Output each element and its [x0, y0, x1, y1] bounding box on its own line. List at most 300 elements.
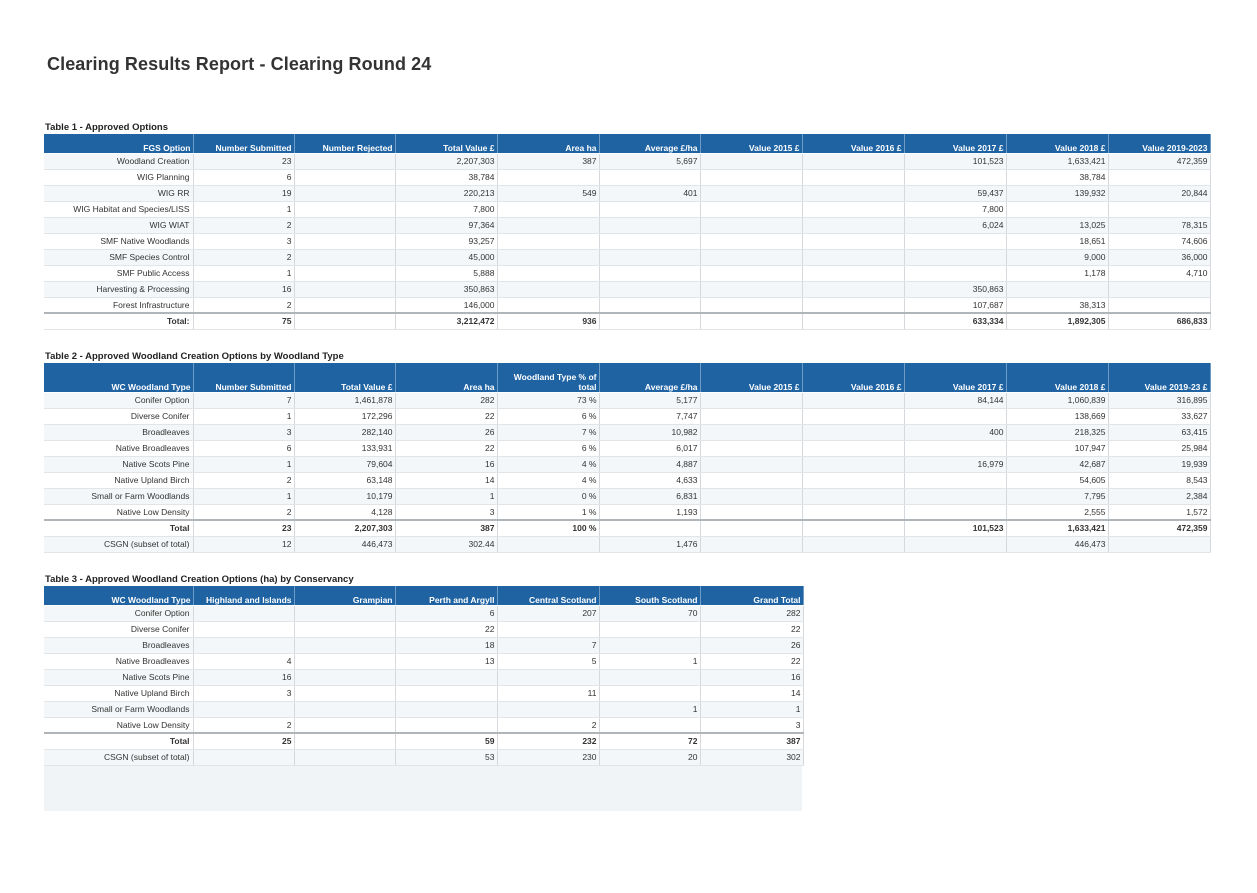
table-cell: 549 [497, 185, 599, 201]
table-cell [294, 717, 395, 733]
table-row [44, 201, 1210, 217]
column-header-average-ha: Average £/ha [599, 134, 700, 153]
table-cell [904, 488, 1006, 504]
table-cell: 1,633,421 [1006, 153, 1108, 169]
table-cell: 22 [395, 440, 497, 456]
table-cell: 6,024 [904, 217, 1006, 233]
column-header-value-2017: Value 2017 £ [904, 134, 1006, 153]
table-cell: 302.44 [395, 536, 497, 552]
table-row [44, 637, 803, 653]
table-cell [599, 249, 700, 265]
table-row [44, 605, 803, 621]
table-cell: 446,473 [1006, 536, 1108, 552]
row-label: Total: [44, 313, 193, 329]
table-cell [294, 621, 395, 637]
table-row [44, 424, 1210, 440]
column-header-number-rejected: Number Rejected [294, 134, 395, 153]
table-cell: 282 [395, 392, 497, 408]
table-cell: 6 [395, 605, 497, 621]
table-cell: 70 [599, 605, 700, 621]
table-cell: 138,669 [1006, 408, 1108, 424]
table-cell [700, 520, 802, 536]
table-row [44, 653, 803, 669]
table-cell [1108, 536, 1210, 552]
table-cell [904, 233, 1006, 249]
table-cell: 16 [193, 669, 294, 685]
row-label: Harvesting & Processing [44, 281, 193, 297]
table-cell: 13 [395, 653, 497, 669]
table-cell [294, 217, 395, 233]
table-cell: 18,651 [1006, 233, 1108, 249]
table-cell [1108, 169, 1210, 185]
table-cell [700, 392, 802, 408]
total-row [44, 733, 803, 749]
table-cell [497, 701, 599, 717]
table-cell: 133,931 [294, 440, 395, 456]
table-cell: 16 [193, 281, 294, 297]
table-cell: 472,359 [1108, 520, 1210, 536]
table-cell: 1 [193, 408, 294, 424]
table-cell: 23 [193, 520, 294, 536]
column-header-value-2019-2023: Value 2019-2023 [1108, 134, 1210, 153]
table-cell: 3,212,472 [395, 313, 497, 329]
table-cell [497, 281, 599, 297]
table1-caption: Table 1 - Approved Options [45, 122, 168, 133]
table-cell [700, 281, 802, 297]
table-cell [1006, 201, 1108, 217]
table-cell: 446,473 [294, 536, 395, 552]
table-row [44, 685, 803, 701]
row-label: Native Broadleaves [44, 653, 193, 669]
blank-region [44, 766, 802, 811]
row-label: Diverse Conifer [44, 408, 193, 424]
table-cell: 59,437 [904, 185, 1006, 201]
column-header-value-2015: Value 2015 £ [700, 134, 802, 153]
table-row [44, 504, 1210, 520]
table-row [44, 249, 1210, 265]
table-row [44, 621, 803, 637]
table-cell: 7,800 [904, 201, 1006, 217]
table-cell: 6 [193, 440, 294, 456]
table-cell: 22 [395, 408, 497, 424]
column-header-area-ha: Area ha [395, 363, 497, 392]
table-cell [294, 249, 395, 265]
table-cell [294, 701, 395, 717]
table-row [44, 669, 803, 685]
table-cell [497, 201, 599, 217]
report-title: Clearing Results Report - Clearing Round 24 [47, 54, 432, 74]
table-cell: 4,887 [599, 456, 700, 472]
table-cell: 11 [497, 685, 599, 701]
table-row [44, 749, 803, 765]
table-cell [395, 685, 497, 701]
table-cell: 2 [497, 717, 599, 733]
row-label: Conifer Option [44, 605, 193, 621]
table-row [44, 392, 1210, 408]
table-cell: 42,687 [1006, 456, 1108, 472]
table-cell: 79,604 [294, 456, 395, 472]
table-row [44, 488, 1210, 504]
row-label: Native Low Density [44, 504, 193, 520]
table-cell [599, 201, 700, 217]
table-cell: 4,128 [294, 504, 395, 520]
column-header-fgs-option: FGS Option [44, 134, 193, 153]
table-cell: 73 % [497, 392, 599, 408]
table-cell: 232 [497, 733, 599, 749]
table-row [44, 717, 803, 733]
row-label: SMF Public Access [44, 265, 193, 281]
table-cell [294, 733, 395, 749]
table-cell: 38,784 [1006, 169, 1108, 185]
table-cell: 472,359 [1108, 153, 1210, 169]
table-cell: 2 [193, 472, 294, 488]
table-cell [497, 169, 599, 185]
table-cell [802, 488, 904, 504]
table-cell [294, 313, 395, 329]
row-label: WIG Habitat and Species/LISS [44, 201, 193, 217]
table-cell: 16 [700, 669, 803, 685]
table-row [44, 265, 1210, 281]
table-cell [395, 717, 497, 733]
table-cell: 4 [193, 653, 294, 669]
table-cell [700, 201, 802, 217]
row-label: Forest Infrastructure [44, 297, 193, 313]
table-cell: 7 [497, 637, 599, 653]
table-cell [700, 313, 802, 329]
table-cell: 101,523 [904, 520, 1006, 536]
row-label: CSGN (subset of total) [44, 749, 193, 765]
table-cell: 5,177 [599, 392, 700, 408]
table-cell [395, 701, 497, 717]
table-cell [497, 249, 599, 265]
table-row [44, 185, 1210, 201]
table-cell: 0 % [497, 488, 599, 504]
table-cell [294, 233, 395, 249]
table-cell: 1,461,878 [294, 392, 395, 408]
table-cell: 33,627 [1108, 408, 1210, 424]
column-header-wc-woodland-type: WC Woodland Type [44, 586, 193, 605]
table-cell [700, 536, 802, 552]
table-cell: 400 [904, 424, 1006, 440]
table-cell [1108, 297, 1210, 313]
table-cell [802, 504, 904, 520]
table-cell: 14 [395, 472, 497, 488]
table-cell: 45,000 [395, 249, 497, 265]
table-cell [599, 685, 700, 701]
table-cell [294, 685, 395, 701]
table-cell: 6 [193, 169, 294, 185]
row-label: Woodland Creation [44, 153, 193, 169]
table-cell: 1 [193, 265, 294, 281]
table-cell: 59 [395, 733, 497, 749]
table-cell [193, 621, 294, 637]
table-cell: 139,932 [1006, 185, 1108, 201]
table-cell: 2,207,303 [294, 520, 395, 536]
table-cell: 282 [700, 605, 803, 621]
column-header-value-2016: Value 2016 £ [802, 363, 904, 392]
table-cell: 6,831 [599, 488, 700, 504]
table-cell: 4 % [497, 472, 599, 488]
table-cell: 101,523 [904, 153, 1006, 169]
table-row [44, 536, 1210, 552]
table-cell: 4,710 [1108, 265, 1210, 281]
table-cell: 1 [395, 488, 497, 504]
table-cell [599, 297, 700, 313]
table-cell: 1,060,839 [1006, 392, 1108, 408]
table-cell [802, 424, 904, 440]
row-label: WIG RR [44, 185, 193, 201]
table-cell: 53 [395, 749, 497, 765]
row-label: Native Upland Birch [44, 685, 193, 701]
table-cell [294, 653, 395, 669]
table-cell: 63,148 [294, 472, 395, 488]
table-cell [700, 488, 802, 504]
table-cell [294, 637, 395, 653]
table-cell [193, 637, 294, 653]
table-cell: 2,555 [1006, 504, 1108, 520]
table-cell [700, 440, 802, 456]
table-cell: 19,939 [1108, 456, 1210, 472]
table-cell [700, 233, 802, 249]
table-cell: 38,313 [1006, 297, 1108, 313]
table-cell [193, 701, 294, 717]
table-cell: 1,892,305 [1006, 313, 1108, 329]
table-cell [904, 440, 1006, 456]
table-cell: 5,697 [599, 153, 700, 169]
row-label: Native Scots Pine [44, 456, 193, 472]
row-label: Small or Farm Woodlands [44, 488, 193, 504]
column-header-number-submitted: Number Submitted [193, 363, 294, 392]
conservancy-table [44, 586, 804, 766]
row-label: Broadleaves [44, 637, 193, 653]
column-header-value-2016: Value 2016 £ [802, 134, 904, 153]
table-cell [904, 265, 1006, 281]
table-cell: 13,025 [1006, 217, 1108, 233]
table-cell: 1 [700, 701, 803, 717]
table2-caption: Table 2 - Approved Woodland Creation Options by Woodland Type [45, 351, 344, 362]
table-cell [802, 440, 904, 456]
table-cell: 23 [193, 153, 294, 169]
table-cell: 97,364 [395, 217, 497, 233]
table-cell: 93,257 [395, 233, 497, 249]
table-cell [497, 621, 599, 637]
column-header-value-2017: Value 2017 £ [904, 363, 1006, 392]
table-cell: 74,606 [1108, 233, 1210, 249]
table-cell: 6 % [497, 440, 599, 456]
table-cell [802, 297, 904, 313]
table-cell [802, 217, 904, 233]
table-cell: 6 % [497, 408, 599, 424]
table-cell [700, 169, 802, 185]
table-cell: 2 [193, 504, 294, 520]
table-cell: 3 [395, 504, 497, 520]
table-cell [700, 153, 802, 169]
table-cell [294, 201, 395, 217]
table-cell: 10,982 [599, 424, 700, 440]
table-cell [294, 153, 395, 169]
table-cell: 1 [193, 201, 294, 217]
row-label: CSGN (subset of total) [44, 536, 193, 552]
table-cell: 633,334 [904, 313, 1006, 329]
table-cell: 78,315 [1108, 217, 1210, 233]
table-cell [904, 169, 1006, 185]
table-cell: 3 [700, 717, 803, 733]
table-cell [802, 185, 904, 201]
table-cell [802, 201, 904, 217]
table-cell: 282,140 [294, 424, 395, 440]
table-cell [294, 265, 395, 281]
total-row [44, 520, 1210, 536]
row-label: Native Scots Pine [44, 669, 193, 685]
table-cell: 7,747 [599, 408, 700, 424]
table-cell: 1,476 [599, 536, 700, 552]
table-cell: 2 [193, 249, 294, 265]
column-header-number-submitted: Number Submitted [193, 134, 294, 153]
row-label: Total [44, 733, 193, 749]
column-header-total-value: Total Value £ [395, 134, 497, 153]
table-cell: 1,193 [599, 504, 700, 520]
table-cell [497, 233, 599, 249]
table-cell [802, 472, 904, 488]
column-header-area-ha: Area ha [497, 134, 599, 153]
table-cell: 1,178 [1006, 265, 1108, 281]
table-cell [904, 536, 1006, 552]
table-row [44, 281, 1210, 297]
table-cell [802, 249, 904, 265]
row-label: Small or Farm Woodlands [44, 701, 193, 717]
row-label: Native Upland Birch [44, 472, 193, 488]
table-cell [1006, 281, 1108, 297]
table-cell [294, 669, 395, 685]
column-header-value-2019-23: Value 2019-23 £ [1108, 363, 1210, 392]
table-row [44, 440, 1210, 456]
table-cell: 207 [497, 605, 599, 621]
table-row [44, 472, 1210, 488]
table-cell [294, 297, 395, 313]
column-header-value-2018: Value 2018 £ [1006, 134, 1108, 153]
table-cell: 25 [193, 733, 294, 749]
table-cell: 230 [497, 749, 599, 765]
table-cell: 401 [599, 185, 700, 201]
table-cell [599, 233, 700, 249]
table-cell: 54,605 [1006, 472, 1108, 488]
table-cell: 146,000 [395, 297, 497, 313]
table-cell [802, 408, 904, 424]
table-cell: 20,844 [1108, 185, 1210, 201]
table-cell: 7,800 [395, 201, 497, 217]
table-cell: 22 [700, 621, 803, 637]
column-header-value-2015: Value 2015 £ [700, 363, 802, 392]
table-cell [802, 456, 904, 472]
table-row [44, 217, 1210, 233]
table-cell: 5 [497, 653, 599, 669]
table-cell: 14 [700, 685, 803, 701]
table-cell: 107,687 [904, 297, 1006, 313]
table-cell: 387 [700, 733, 803, 749]
table-cell: 3 [193, 685, 294, 701]
table-cell [802, 153, 904, 169]
table-cell: 302 [700, 749, 803, 765]
table-cell: 22 [700, 653, 803, 669]
table-cell [395, 669, 497, 685]
table-cell [599, 313, 700, 329]
table-cell [802, 520, 904, 536]
table-cell [904, 504, 1006, 520]
table-cell [294, 605, 395, 621]
table-cell [1108, 201, 1210, 217]
column-header-highland-and-islands: Highland and Islands [193, 586, 294, 605]
row-label: WIG WIAT [44, 217, 193, 233]
table-cell [497, 297, 599, 313]
column-header-average-ha: Average £/ha [599, 363, 700, 392]
table-cell: 172,296 [294, 408, 395, 424]
table-cell: 2 [193, 297, 294, 313]
table-cell [599, 520, 700, 536]
table-cell [193, 605, 294, 621]
row-label: WIG Planning [44, 169, 193, 185]
table-cell: 16 [395, 456, 497, 472]
table-cell: 107,947 [1006, 440, 1108, 456]
table-cell [802, 392, 904, 408]
column-header-woodland-type-of-total: Woodland Type % of total [497, 363, 599, 392]
table-cell [802, 233, 904, 249]
table-cell: 316,895 [1108, 392, 1210, 408]
table-cell: 686,833 [1108, 313, 1210, 329]
table-cell [599, 717, 700, 733]
table-cell [497, 217, 599, 233]
table-cell: 218,325 [1006, 424, 1108, 440]
table-cell: 1 [193, 488, 294, 504]
row-label: Total [44, 520, 193, 536]
column-header-value-2018: Value 2018 £ [1006, 363, 1108, 392]
column-header-grampian: Grampian [294, 586, 395, 605]
table-cell [1108, 281, 1210, 297]
column-header-perth-and-argyll: Perth and Argyll [395, 586, 497, 605]
column-header-south-scotland: South Scotland [599, 586, 700, 605]
table-cell [904, 249, 1006, 265]
table-cell [700, 456, 802, 472]
table-cell: 2,207,303 [395, 153, 497, 169]
table-cell: 936 [497, 313, 599, 329]
table-row [44, 701, 803, 717]
table-cell: 26 [700, 637, 803, 653]
table-cell: 16,979 [904, 456, 1006, 472]
table-cell [599, 621, 700, 637]
table-cell [904, 472, 1006, 488]
woodland-type-table [44, 363, 1211, 553]
table-cell: 9,000 [1006, 249, 1108, 265]
table-cell [904, 408, 1006, 424]
table-cell [700, 217, 802, 233]
table-row [44, 153, 1210, 169]
table-cell [497, 265, 599, 281]
table-cell: 2 [193, 217, 294, 233]
table-cell: 72 [599, 733, 700, 749]
table-cell: 7 % [497, 424, 599, 440]
table-cell [700, 472, 802, 488]
table-cell: 22 [395, 621, 497, 637]
table-cell: 3 [193, 233, 294, 249]
row-label: Native Low Density [44, 717, 193, 733]
table-cell: 1 % [497, 504, 599, 520]
table-row [44, 297, 1210, 313]
table-cell [802, 313, 904, 329]
table-cell [193, 749, 294, 765]
table-cell: 1,633,421 [1006, 520, 1108, 536]
table-cell [294, 169, 395, 185]
table-cell: 12 [193, 536, 294, 552]
row-label: Diverse Conifer [44, 621, 193, 637]
